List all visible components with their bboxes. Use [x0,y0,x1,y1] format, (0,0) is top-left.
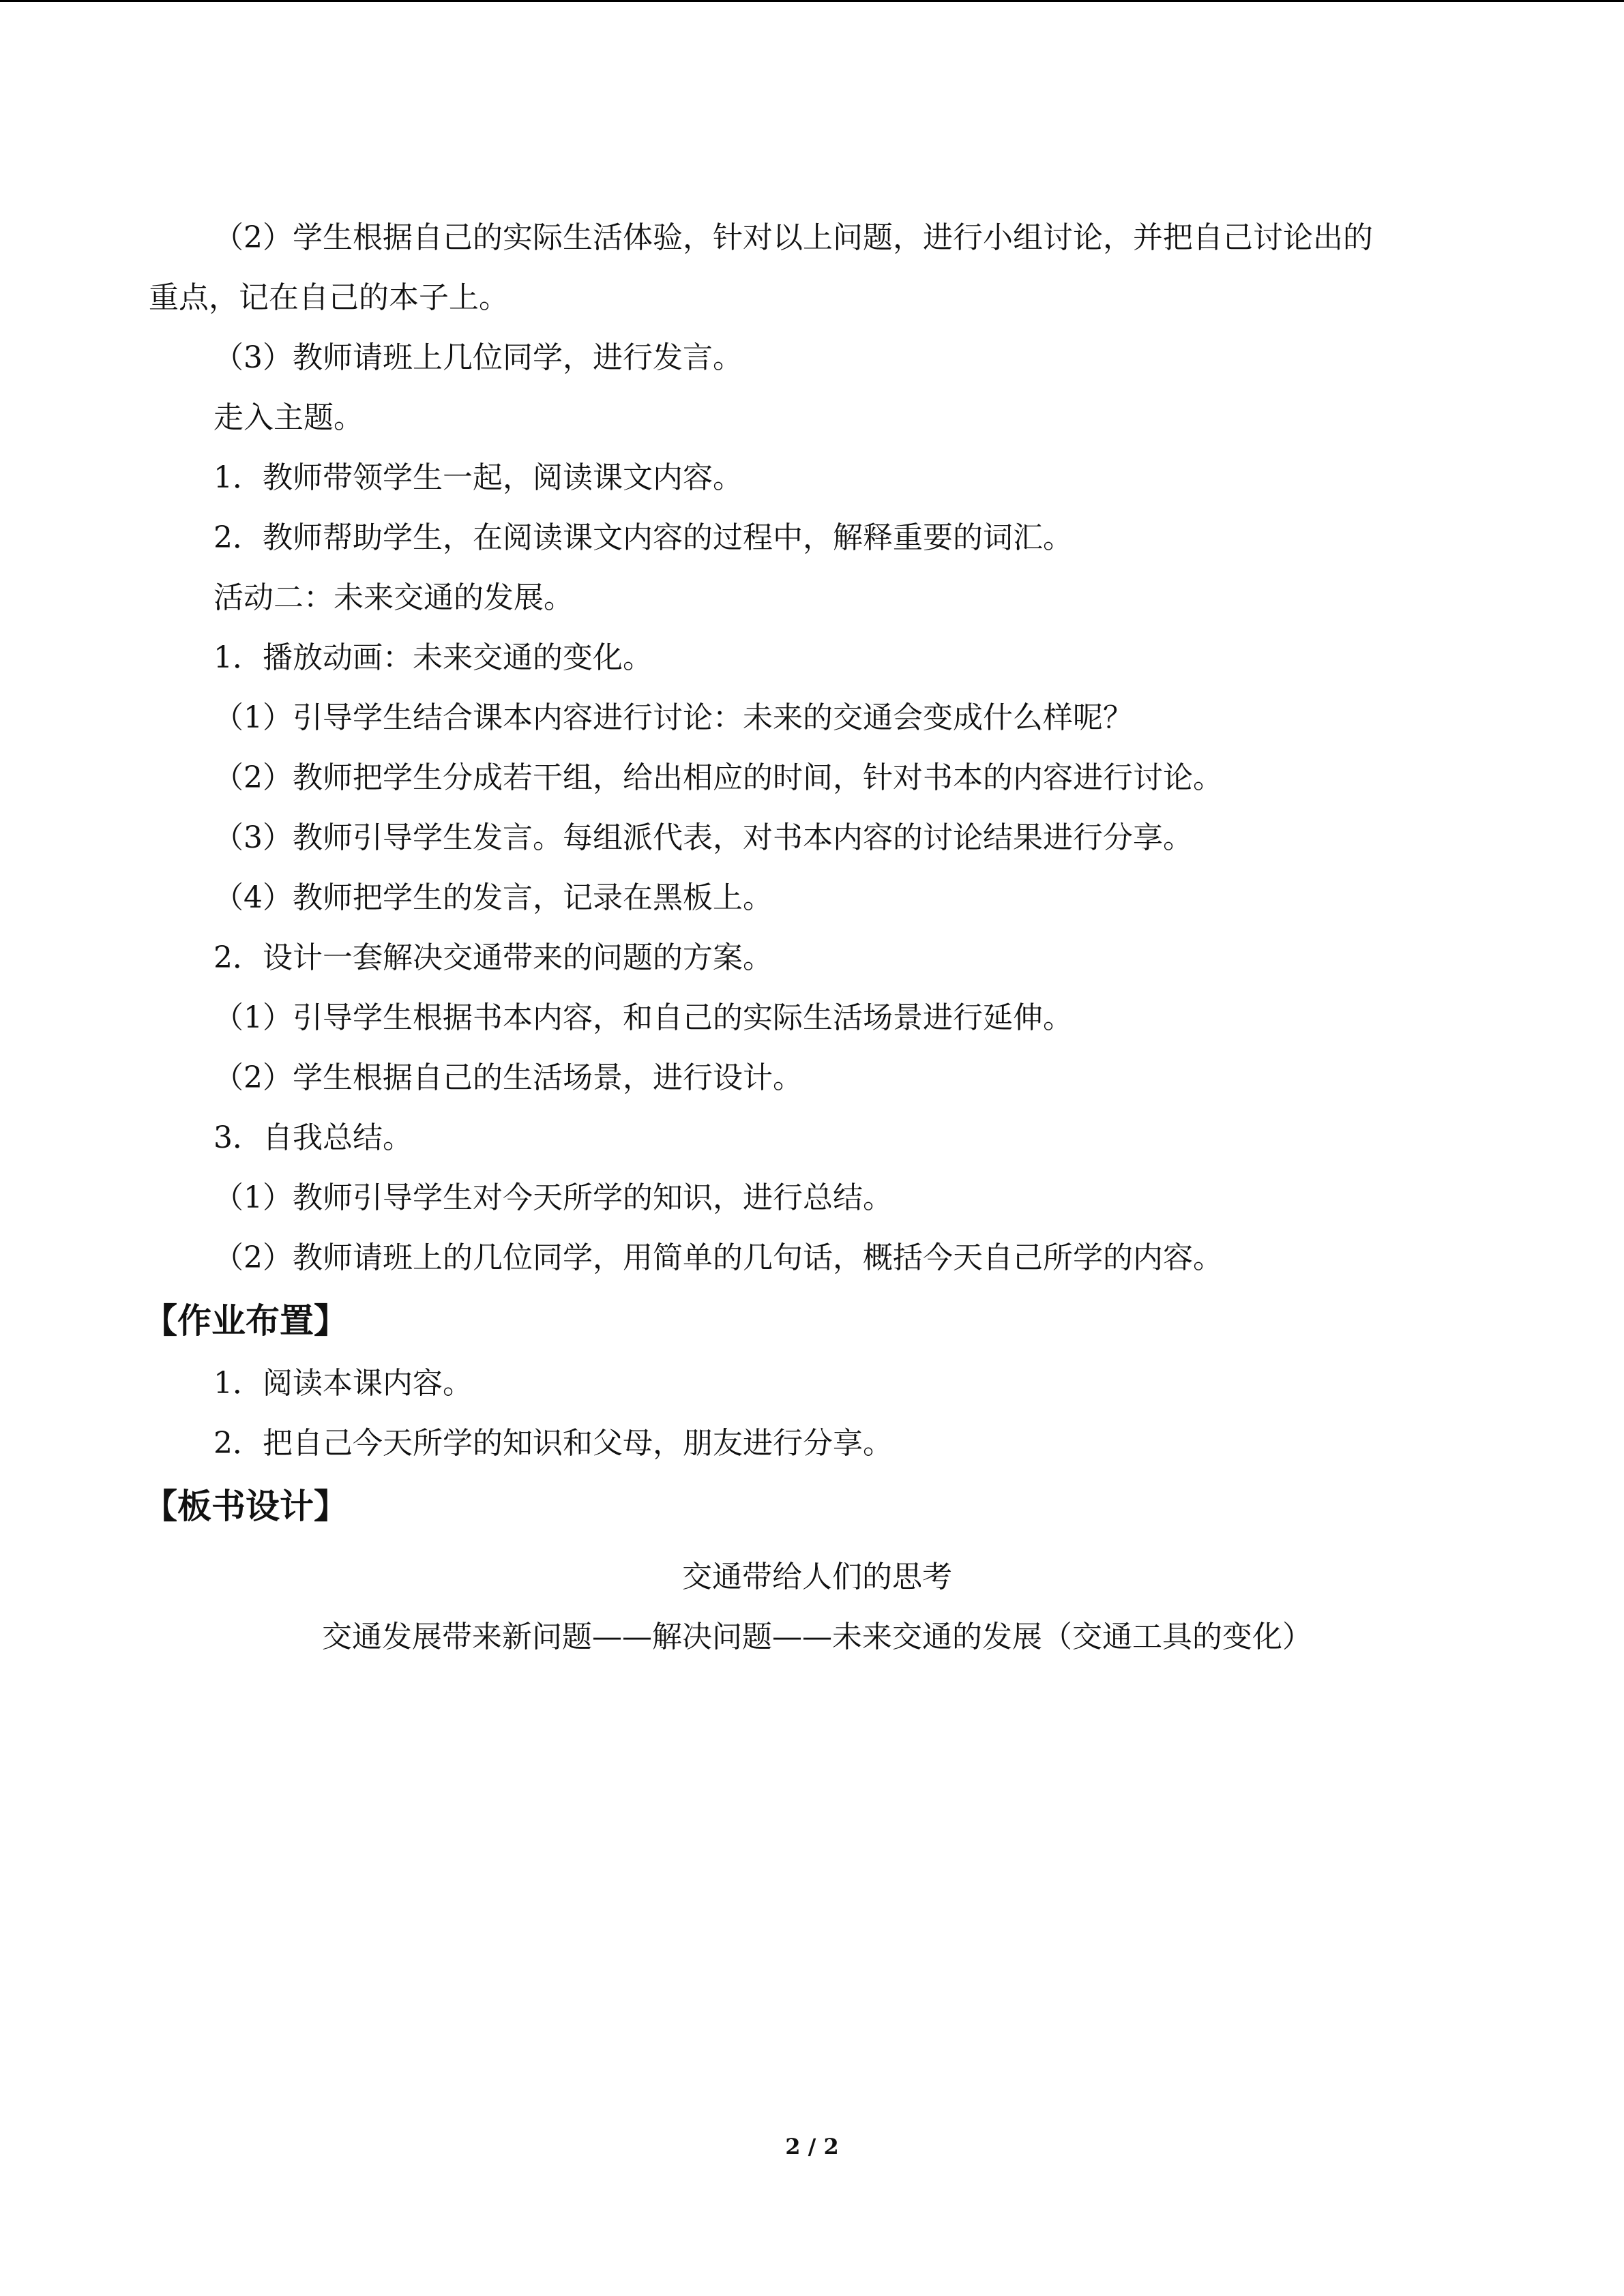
paragraph-line: （2）学生根据自己的实际生活体验，针对以上问题，进行小组讨论，并把自己讨论出的 [213,220,1373,255]
paragraph-line: （1）引导学生根据书本内容，和自己的实际生活场景进行延伸。 [213,1000,1073,1035]
top-border-rule [0,0,1624,2]
paragraph-line: 走入主题。 [213,400,364,435]
homework-heading: 【作业布置】 [143,1301,348,1341]
board-design-block [149,1547,1486,1667]
homework-item: 1．阅读本课内容。 [213,1366,473,1401]
paragraph-line: （4）教师把学生的发言，记录在黑板上。 [213,880,773,915]
homework-item: 2．把自己今天所学的知识和父母，朋友进行分享。 [213,1426,893,1461]
page-content [143,208,1486,1667]
paragraph-line: 3．自我总结。 [213,1120,413,1155]
board-design-heading: 【板书设计】 [143,1487,348,1526]
board-flow: 交通发展带来新问题——解决问题——未来交通的发展（交通工具的变化） [322,1620,1312,1654]
paragraph-line: （2）教师请班上的几位同学，用简单的几句话，概括今天自己所学的内容。 [213,1240,1223,1275]
paragraph-line: 重点，记在自己的本子上。 [149,280,509,315]
paragraph-line: 活动二：未来交通的发展。 [213,580,574,615]
paragraph-line: （3）教师引导学生发言。每组派代表，对书本内容的讨论结果进行分享。 [213,820,1193,855]
paragraph-line: （1）引导学生结合课本内容进行讨论：未来的交通会变成什么样呢？ [213,700,1133,735]
paragraph-line: （1）教师引导学生对今天所学的知识，进行总结。 [213,1180,893,1215]
paragraph-line: （2）教师把学生分成若干组，给出相应的时间，针对书本的内容进行讨论。 [213,760,1223,795]
board-title: 交通带给人们的思考 [682,1560,952,1594]
page-number: 2 / 2 [785,2134,839,2160]
paragraph-line: 2．教师帮助学生，在阅读课文内容的过程中，解释重要的词汇。 [213,520,1073,555]
paragraph-line: 1．播放动画：未来交通的变化。 [213,640,653,675]
paragraph-line: 1．教师带领学生一起，阅读课文内容。 [213,460,743,495]
paragraph-line: （3）教师请班上几位同学，进行发言。 [213,340,743,375]
paragraph-line: （2）学生根据自己的生活场景，进行设计。 [213,1060,803,1095]
paragraph-line: 2．设计一套解决交通带来的问题的方案。 [213,940,773,975]
